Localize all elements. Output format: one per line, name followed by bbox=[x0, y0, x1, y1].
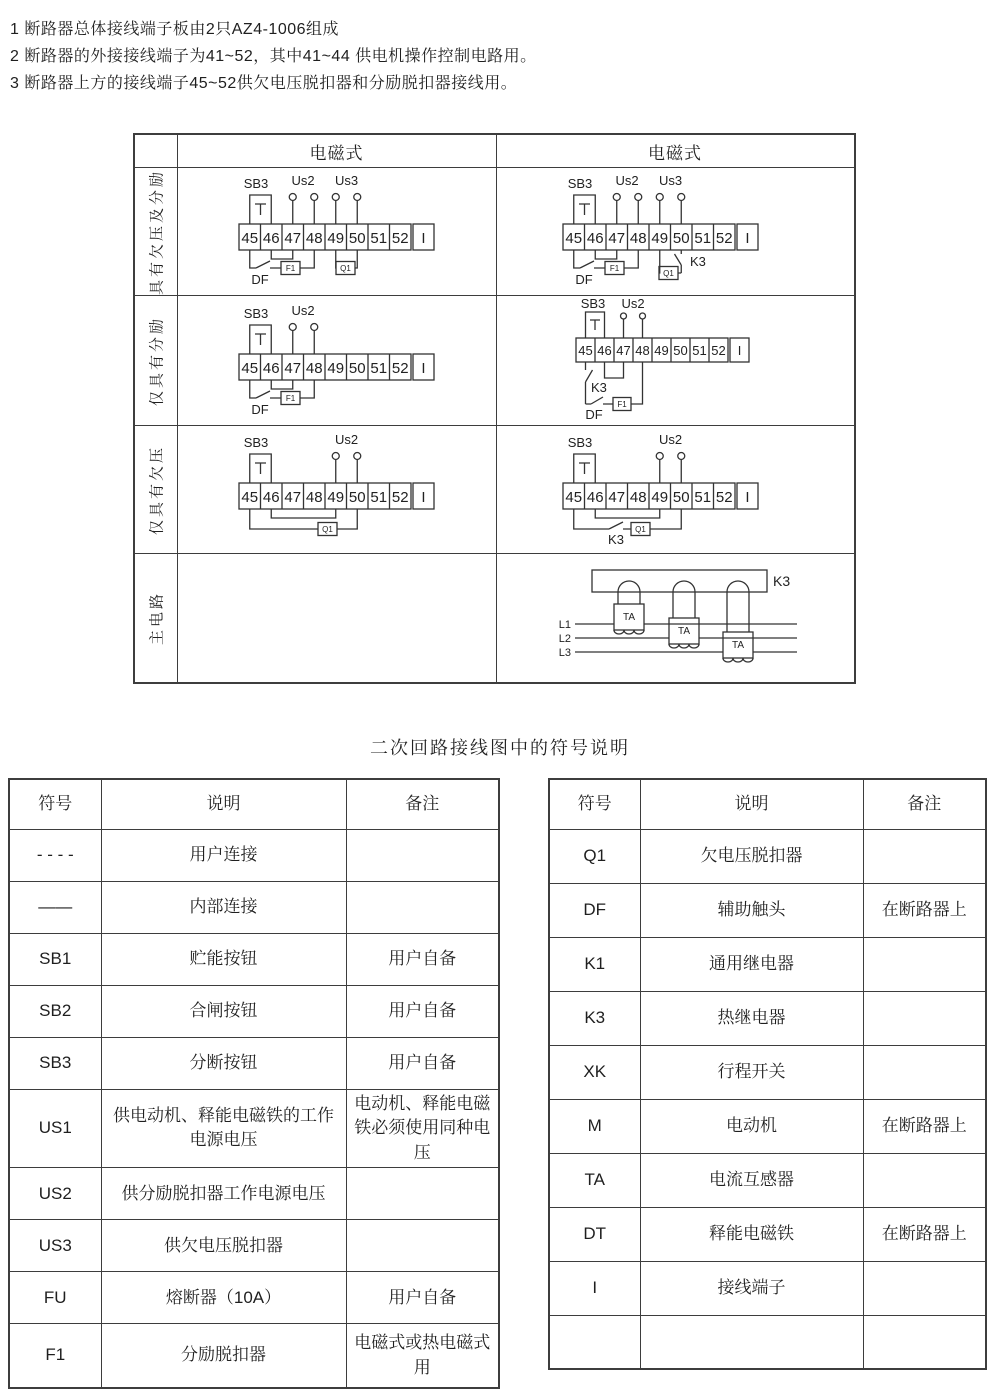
row-label-uv-and-shunt: 具有欠压及分励 bbox=[134, 168, 177, 296]
legend-cell-note: 用户自备 bbox=[346, 1037, 499, 1089]
legend-row bbox=[9, 1089, 499, 1168]
legend-cell-desc: 合闸按钮 bbox=[101, 985, 346, 1037]
svg-text:Us2: Us2 bbox=[334, 432, 358, 447]
legend-cell-note: 在断路器上 bbox=[863, 1099, 986, 1153]
legend-cell-symbol: SB1 bbox=[9, 933, 101, 985]
svg-text:49: 49 bbox=[326, 230, 344, 247]
legend-cell-note: 电磁式或热电磁式用 bbox=[346, 1324, 499, 1388]
legend-header-note: 备注 bbox=[863, 779, 986, 829]
legend-cell-symbol: TA bbox=[549, 1153, 640, 1207]
svg-text:I: I bbox=[420, 360, 426, 377]
k3-label: K3 bbox=[772, 573, 790, 589]
svg-text:Q1: Q1 bbox=[321, 525, 333, 534]
legend-row bbox=[9, 881, 499, 933]
svg-text:F1: F1 bbox=[616, 400, 627, 409]
legend-cell-desc: 供电动机、释能电磁铁的工作电源电压 bbox=[101, 1089, 346, 1168]
legend-row bbox=[549, 1315, 986, 1369]
legend-cell-note bbox=[863, 829, 986, 883]
legend-row bbox=[549, 1045, 986, 1099]
legend-cell-symbol: SB2 bbox=[9, 985, 101, 1037]
legend-cell-desc: 电动机 bbox=[640, 1099, 863, 1153]
legend-header-desc: 说明 bbox=[640, 779, 863, 829]
svg-text:Us2: Us2 bbox=[290, 303, 315, 318]
svg-text:50: 50 bbox=[348, 360, 366, 377]
svg-text:49: 49 bbox=[326, 360, 344, 377]
legend-tables bbox=[0, 778, 1000, 1389]
svg-text:45: 45 bbox=[564, 489, 582, 506]
df-label: DF bbox=[250, 272, 269, 287]
legend-cell-desc bbox=[640, 1315, 863, 1369]
svg-text:52: 52 bbox=[391, 360, 409, 377]
svg-text:TA: TA bbox=[677, 626, 690, 637]
svg-text:48: 48 bbox=[629, 230, 647, 247]
legend-header-symbol: 符号 bbox=[9, 779, 101, 829]
legend-row bbox=[9, 1324, 499, 1388]
legend-cell-symbol: FU bbox=[9, 1272, 101, 1324]
legend-title: 二次回路接线图中的符号说明 bbox=[370, 738, 630, 758]
legend-cell-symbol: US1 bbox=[9, 1089, 101, 1168]
legend-cell-symbol: I bbox=[549, 1261, 640, 1315]
page-notes bbox=[0, 0, 1000, 97]
svg-text:Us2: Us2 bbox=[614, 173, 639, 188]
legend-cell-desc: 电流互感器 bbox=[640, 1153, 863, 1207]
svg-text:49: 49 bbox=[650, 489, 668, 506]
svg-text:51: 51 bbox=[691, 343, 707, 358]
l3-label: L3 bbox=[558, 647, 571, 659]
svg-text:47: 47 bbox=[283, 489, 301, 506]
svg-text:47: 47 bbox=[615, 343, 631, 358]
svg-text:Us2: Us2 bbox=[658, 432, 682, 447]
legend-cell-note: 用户自备 bbox=[346, 933, 499, 985]
svg-text:SB3: SB3 bbox=[567, 176, 592, 191]
svg-text:Us2: Us2 bbox=[620, 296, 645, 311]
svg-text:DF: DF bbox=[250, 402, 269, 417]
legend-cell-desc: 行程开关 bbox=[640, 1045, 863, 1099]
legend-cell-symbol: SB3 bbox=[9, 1037, 101, 1089]
svg-text:49: 49 bbox=[653, 343, 669, 358]
legend-cell-desc: 供分励脱扣器工作电源电压 bbox=[101, 1168, 346, 1220]
f1-box-label: F1 bbox=[285, 264, 295, 273]
pushbutton-icon bbox=[585, 312, 604, 338]
legend-cell-note bbox=[863, 937, 986, 991]
svg-text:I: I bbox=[744, 230, 750, 247]
row-label-shunt-only: 仅具有分励 bbox=[134, 296, 177, 426]
svg-text:52: 52 bbox=[391, 489, 409, 506]
svg-text:45: 45 bbox=[240, 489, 258, 506]
svg-text:46: 46 bbox=[262, 360, 280, 377]
legend-cell-symbol: K3 bbox=[549, 991, 640, 1045]
svg-text:50: 50 bbox=[672, 489, 690, 506]
legend-cell-note: 用户自备 bbox=[346, 1272, 499, 1324]
wiring-diagram-uv-right bbox=[497, 426, 854, 548]
legend-row bbox=[549, 937, 986, 991]
legend-header-symbol: 符号 bbox=[549, 779, 640, 829]
svg-text:I: I bbox=[744, 489, 750, 506]
svg-text:48: 48 bbox=[305, 230, 323, 247]
wiring-diagram-uv-left bbox=[178, 426, 496, 548]
wiring-diagram-uv-shunt-right bbox=[497, 168, 854, 290]
l1-label: L1 bbox=[558, 619, 571, 631]
diagram-cell-empty bbox=[177, 554, 496, 684]
svg-text:48: 48 bbox=[305, 360, 323, 377]
diagram-cell bbox=[496, 554, 855, 684]
diagram-cell bbox=[177, 168, 496, 296]
k3-label: K3 bbox=[689, 254, 706, 269]
legend-cell-symbol: F1 bbox=[9, 1324, 101, 1388]
svg-text:I: I bbox=[737, 343, 741, 358]
legend-cell-note bbox=[346, 829, 499, 881]
svg-text:51: 51 bbox=[369, 489, 387, 506]
legend-cell-symbol: - - - - bbox=[9, 829, 101, 881]
svg-text:46: 46 bbox=[262, 489, 280, 506]
legend-row bbox=[9, 985, 499, 1037]
svg-text:DF: DF bbox=[574, 272, 593, 287]
svg-text:Q1: Q1 bbox=[662, 269, 674, 278]
pushbutton-icon bbox=[249, 454, 271, 483]
legend-cell-desc: 热继电器 bbox=[640, 991, 863, 1045]
svg-text:F1: F1 bbox=[285, 394, 295, 403]
svg-text:I: I bbox=[420, 489, 426, 506]
legend-cell-note bbox=[863, 1153, 986, 1207]
legend-cell-desc: 辅助触头 bbox=[640, 883, 863, 937]
k3-label: K3 bbox=[607, 532, 624, 547]
wiring-diagram-uv-shunt-left bbox=[178, 168, 496, 290]
legend-row bbox=[9, 1168, 499, 1220]
pushbutton-icon bbox=[573, 195, 595, 224]
svg-text:TA: TA bbox=[731, 640, 744, 651]
legend-row bbox=[9, 1220, 499, 1272]
legend-cell-note: 用户自备 bbox=[346, 985, 499, 1037]
legend-cell-note bbox=[863, 991, 986, 1045]
svg-text:50: 50 bbox=[348, 230, 366, 247]
legend-row bbox=[549, 829, 986, 883]
legend-cell-desc: 分励脱扣器 bbox=[101, 1324, 346, 1388]
legend-cell-note bbox=[863, 1045, 986, 1099]
legend-cell-note: 在断路器上 bbox=[863, 1207, 986, 1261]
legend-header-desc: 说明 bbox=[101, 779, 346, 829]
svg-text:SB3: SB3 bbox=[580, 296, 605, 311]
svg-text:49: 49 bbox=[650, 230, 668, 247]
column-header-left: 电磁式 bbox=[177, 134, 496, 168]
svg-text:Us3: Us3 bbox=[658, 173, 682, 188]
svg-text:48: 48 bbox=[305, 489, 323, 506]
legend-cell-desc: 内部连接 bbox=[101, 881, 346, 933]
pushbutton-icon bbox=[249, 325, 271, 354]
legend-cell-desc: 释能电磁铁 bbox=[640, 1207, 863, 1261]
legend-cell-desc: 接线端子 bbox=[640, 1261, 863, 1315]
legend-cell-symbol: Q1 bbox=[549, 829, 640, 883]
legend-cell-symbol: US3 bbox=[9, 1220, 101, 1272]
legend-cell-symbol: US2 bbox=[9, 1168, 101, 1220]
legend-cell-symbol: K1 bbox=[549, 937, 640, 991]
svg-text:48: 48 bbox=[634, 343, 650, 358]
legend-row bbox=[549, 1207, 986, 1261]
legend-cell-desc: 熔断器（10A） bbox=[101, 1272, 346, 1324]
legend-table-left bbox=[8, 778, 500, 1389]
legend-cell-symbol: XK bbox=[549, 1045, 640, 1099]
note-line-2: 2 断路器的外接接线端子为41~52，其中41~44 供电机操作控制电路用。 bbox=[10, 48, 537, 65]
diagram-cell bbox=[496, 168, 855, 296]
svg-text:46: 46 bbox=[586, 230, 604, 247]
diagram-cell bbox=[177, 296, 496, 426]
svg-text:47: 47 bbox=[283, 230, 301, 247]
svg-text:45: 45 bbox=[577, 343, 593, 358]
svg-text:52: 52 bbox=[715, 230, 733, 247]
svg-text:47: 47 bbox=[607, 230, 625, 247]
svg-text:Q1: Q1 bbox=[634, 525, 646, 534]
svg-text:52: 52 bbox=[391, 230, 409, 247]
svg-text:50: 50 bbox=[672, 230, 690, 247]
row-label-uv-only: 仅具有欠压 bbox=[134, 426, 177, 554]
svg-text:45: 45 bbox=[564, 230, 582, 247]
svg-text:I: I bbox=[420, 230, 426, 247]
svg-text:SB3: SB3 bbox=[243, 306, 268, 321]
k3-label: K3 bbox=[590, 380, 607, 395]
legend-cell-note bbox=[863, 1315, 986, 1369]
column-header-right: 电磁式 bbox=[496, 134, 855, 168]
corner-cell bbox=[134, 134, 177, 168]
legend-row bbox=[549, 1099, 986, 1153]
wiring-diagram-main-circuit bbox=[497, 554, 854, 677]
row-label-main-circuit: 主电路 bbox=[134, 554, 177, 684]
legend-cell-desc: 贮能按钮 bbox=[101, 933, 346, 985]
diagram-cell bbox=[496, 426, 855, 554]
wiring-diagram-shunt-left bbox=[178, 296, 496, 420]
legend-row bbox=[549, 883, 986, 937]
legend-cell-note: 电动机、释能电磁铁必须使用同种电压 bbox=[346, 1089, 499, 1168]
legend-cell-symbol: DF bbox=[549, 883, 640, 937]
svg-text:50: 50 bbox=[348, 489, 366, 506]
legend-row bbox=[9, 829, 499, 881]
wiring-diagram-table bbox=[133, 133, 856, 684]
svg-text:51: 51 bbox=[693, 489, 711, 506]
svg-text:47: 47 bbox=[607, 489, 625, 506]
legend-cell-note: 在断路器上 bbox=[863, 883, 986, 937]
q1-box-label: Q1 bbox=[339, 264, 351, 273]
legend-row bbox=[9, 933, 499, 985]
svg-text:51: 51 bbox=[369, 360, 387, 377]
legend-table-right bbox=[548, 778, 987, 1370]
legend-cell-symbol: M bbox=[549, 1099, 640, 1153]
svg-text:46: 46 bbox=[586, 489, 604, 506]
note-line-3: 3 断路器上方的接线端子45~52供欠电压脱扣器和分励脱扣器接线用。 bbox=[10, 75, 518, 92]
sb3-label: SB3 bbox=[243, 176, 268, 191]
svg-text:46: 46 bbox=[262, 230, 280, 247]
svg-text:51: 51 bbox=[693, 230, 711, 247]
legend-cell-note bbox=[346, 1168, 499, 1220]
svg-text:51: 51 bbox=[369, 230, 387, 247]
svg-text:SB3: SB3 bbox=[243, 435, 268, 450]
legend-cell-symbol: DT bbox=[549, 1207, 640, 1261]
svg-text:TA: TA bbox=[622, 612, 635, 623]
svg-text:52: 52 bbox=[715, 489, 733, 506]
svg-text:45: 45 bbox=[240, 360, 258, 377]
svg-text:49: 49 bbox=[326, 489, 344, 506]
legend-cell-desc: 通用继电器 bbox=[640, 937, 863, 991]
svg-text:45: 45 bbox=[240, 230, 258, 247]
svg-text:50: 50 bbox=[672, 343, 688, 358]
svg-text:47: 47 bbox=[283, 360, 301, 377]
legend-cell-note bbox=[346, 881, 499, 933]
legend-cell-desc: 分断按钮 bbox=[101, 1037, 346, 1089]
diagram-cell bbox=[496, 296, 855, 426]
legend-row bbox=[9, 1037, 499, 1089]
legend-cell-note bbox=[346, 1220, 499, 1272]
us2-label: Us2 bbox=[290, 173, 315, 188]
legend-cell-desc: 用户连接 bbox=[101, 829, 346, 881]
legend-row bbox=[9, 1272, 499, 1324]
diagram-cell bbox=[177, 426, 496, 554]
legend-cell-symbol bbox=[549, 1315, 640, 1369]
us3-label: Us3 bbox=[334, 173, 358, 188]
legend-row bbox=[549, 991, 986, 1045]
pushbutton-icon bbox=[573, 454, 595, 483]
svg-text:F1: F1 bbox=[609, 264, 619, 273]
legend-cell-note bbox=[863, 1261, 986, 1315]
legend-row bbox=[549, 1153, 986, 1207]
legend-header-note: 备注 bbox=[346, 779, 499, 829]
pushbutton-icon bbox=[249, 195, 271, 224]
legend-cell-desc: 供欠电压脱扣器 bbox=[101, 1220, 346, 1272]
l2-label: L2 bbox=[558, 633, 571, 645]
svg-text:52: 52 bbox=[710, 343, 726, 358]
svg-text:46: 46 bbox=[596, 343, 612, 358]
note-line-1: 1 断路器总体接线端子板由2只AZ4-1006组成 bbox=[10, 21, 340, 38]
svg-text:48: 48 bbox=[629, 489, 647, 506]
legend-cell-symbol: —— bbox=[9, 881, 101, 933]
svg-text:SB3: SB3 bbox=[567, 435, 592, 450]
svg-text:DF: DF bbox=[584, 407, 603, 420]
wiring-diagram-shunt-right bbox=[497, 296, 854, 420]
legend-row bbox=[549, 1261, 986, 1315]
legend-cell-desc: 欠电压脱扣器 bbox=[640, 829, 863, 883]
